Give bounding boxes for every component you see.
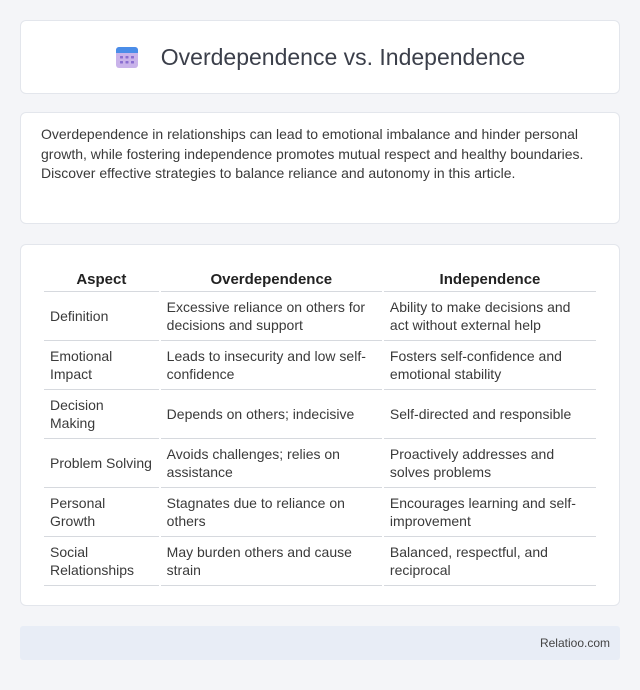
table-row <box>44 439 596 488</box>
aspect-cell: Definition <box>44 292 159 341</box>
table-header-row <box>44 265 596 292</box>
intro-text: Overdependence in relationships can lead to emotional imbalance and hinder personal growth, while fostering independence promotes mutual respect and healthy boundaries. Discover effective strategies to balance reliance and autonomy in this article. <box>41 126 584 181</box>
independence-cell: Proactively addresses and solves problems <box>384 439 596 488</box>
aspect-cell: Personal Growth <box>44 488 159 537</box>
table-row <box>44 537 596 586</box>
header <box>115 44 525 71</box>
independence-cell: Encourages learning and self-improvement <box>384 488 596 537</box>
overdependence-cell: Leads to insecurity and low self-confidence <box>161 341 382 390</box>
column-header-overdependence: Overdependence <box>161 265 382 292</box>
table-row <box>44 390 596 439</box>
column-header-independence: Independence <box>384 265 596 292</box>
overdependence-cell: Avoids challenges; relies on assistance <box>161 439 382 488</box>
aspect-cell: Emotional Impact <box>44 341 159 390</box>
overdependence-cell: Excessive reliance on others for decisions and support <box>161 292 382 341</box>
footer-brand: Relatioo.com <box>539 636 610 650</box>
aspect-cell: Problem Solving <box>44 439 159 488</box>
footer <box>20 626 620 660</box>
comparison-table <box>42 265 598 586</box>
table-row <box>44 488 596 537</box>
intro-card <box>20 112 620 224</box>
page-title: Overdependence vs. Independence <box>160 43 526 70</box>
independence-cell: Ability to make decisions and act without external help <box>384 292 596 341</box>
calendar-icon <box>115 45 139 69</box>
overdependence-cell: Stagnates due to reliance on others <box>161 488 382 537</box>
aspect-cell: Decision Making <box>44 390 159 439</box>
header-card <box>20 20 620 94</box>
independence-cell: Self-directed and responsible <box>384 390 596 439</box>
table-row <box>44 341 596 390</box>
independence-cell: Fosters self-confidence and emotional stability <box>384 341 596 390</box>
column-header-aspect: Aspect <box>44 265 159 292</box>
aspect-cell: Social Relationships <box>44 537 159 586</box>
overdependence-cell: Depends on others; indecisive <box>161 390 382 439</box>
independence-cell: Balanced, respectful, and reciprocal <box>384 537 596 586</box>
overdependence-cell: May burden others and cause strain <box>161 537 382 586</box>
table-row <box>44 292 596 341</box>
comparison-card <box>20 244 620 606</box>
